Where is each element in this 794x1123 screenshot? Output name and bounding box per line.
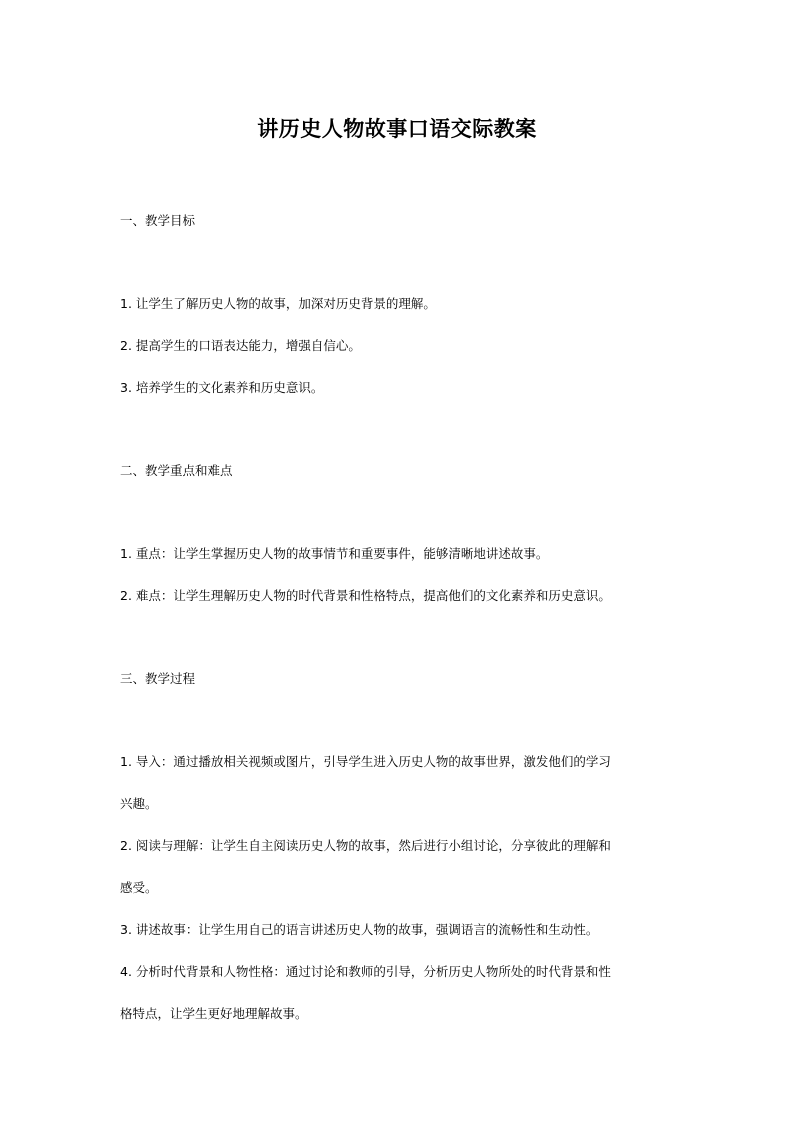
document-title: 讲历史人物故事口语交际教案 xyxy=(257,117,537,141)
objective-item-1: 1. 让学生了解历史人物的故事，加深对历史背景的理解。 xyxy=(120,296,436,311)
section-heading-process: 三、教学过程 xyxy=(120,671,196,686)
process-item-3: 3. 讲述故事：让学生用自己的语言讲述历史人物的故事，强调语言的流畅性和生动性。 xyxy=(120,922,599,937)
objective-item-2: 2. 提高学生的口语表达能力，增强自信心。 xyxy=(120,338,361,353)
process-item-2-line-2: 感受。 xyxy=(120,880,158,895)
process-item-1-line-2: 兴趣。 xyxy=(120,796,158,811)
process-item-1-line-1: 1. 导入：通过播放相关视频或图片，引导学生进入历史人物的故事世界，激发他们的学习 xyxy=(120,754,611,769)
key-point-item-2: 2. 难点：让学生理解历史人物的时代背景和性格特点，提高他们的文化素养和历史意识。 xyxy=(120,588,611,603)
process-item-4-line-2: 格特点，让学生更好地理解故事。 xyxy=(120,1006,308,1021)
section-heading-objectives: 一、教学目标 xyxy=(120,213,196,228)
process-item-2-line-1: 2. 阅读与理解：让学生自主阅读历史人物的故事，然后进行小组讨论，分享彼此的理解和 xyxy=(120,838,611,853)
key-point-item-1: 1. 重点：让学生掌握历史人物的故事情节和重要事件，能够清晰地讲述故事。 xyxy=(120,546,549,561)
objective-item-3: 3. 培养学生的文化素养和历史意识。 xyxy=(120,380,324,395)
section-heading-key-points: 二、教学重点和难点 xyxy=(120,463,233,478)
process-item-4-line-1: 4. 分析时代背景和人物性格：通过讨论和教师的引导，分析历史人物所处的时代背景和性 xyxy=(120,964,611,979)
